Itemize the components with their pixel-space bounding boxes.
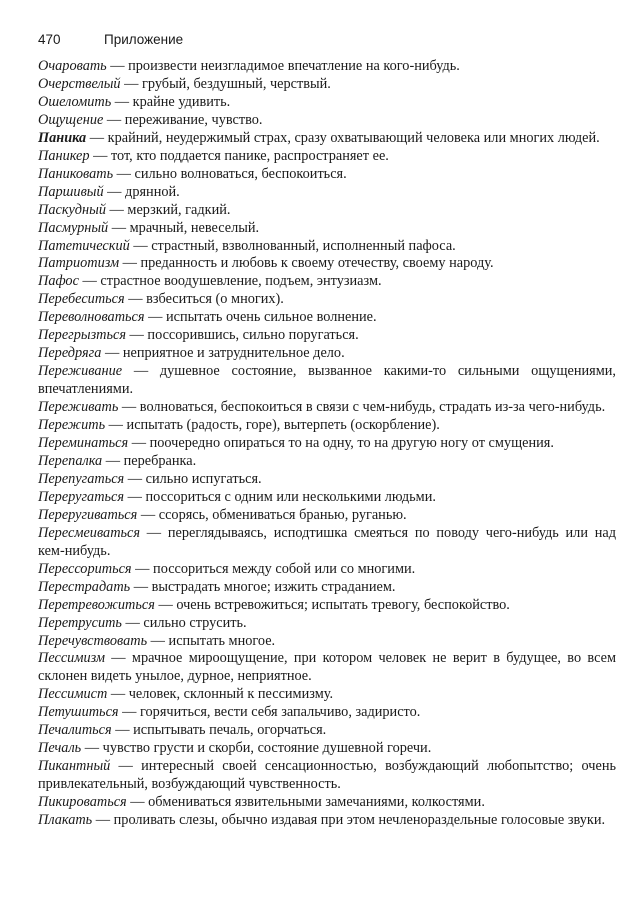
entry-definition: — волноваться, беспокоиться в связи с чем-нибудь, страдать из-за чего-нибудь. — [118, 399, 606, 416]
entry-definition: — сильно струсить. — [121, 614, 247, 631]
entry-term: Пессимист — [38, 686, 108, 703]
entry-term: Патриотизм — [38, 255, 120, 272]
glossary-entry — [38, 525, 616, 561]
entry-term: Паника — [38, 129, 87, 146]
entry-term: Переволноваться — [38, 309, 145, 326]
entry-term: Переживать — [38, 399, 119, 416]
entry-term: Паршивый — [38, 183, 104, 200]
entry-definition: — ссорясь, обмениваться бранью, руганью. — [137, 506, 407, 523]
entry-term: Патетический — [38, 237, 130, 254]
entry-definition: — крайне удивить. — [111, 93, 231, 110]
entry-term: Перестрадать — [38, 578, 131, 595]
entry-term: Передряга — [38, 345, 102, 362]
glossary-entry — [38, 686, 616, 704]
entry-term: Перетревожиться — [38, 596, 155, 613]
entry-term: Пафос — [38, 273, 79, 290]
glossary-entry — [38, 633, 616, 651]
entry-term: Пикантный — [38, 758, 111, 775]
entry-definition: — переживание, чувство. — [103, 111, 263, 128]
entry-term: Ощущение — [38, 111, 104, 128]
glossary-entry — [38, 722, 616, 740]
glossary-entry — [38, 453, 616, 471]
entry-term: Пессимизм — [38, 650, 105, 667]
glossary-entry — [38, 202, 616, 220]
entry-term: Паниковать — [38, 165, 114, 182]
entry-definition: — страстный, взволнованный, исполненный пафоса. — [129, 237, 456, 254]
entry-definition: — проливать слезы, обычно издавая при этом нечленораздельные голосовые звуки. — [92, 812, 606, 829]
glossary-entry — [38, 238, 616, 256]
glossary-entry — [38, 399, 616, 417]
entry-definition: — поссорившись, сильно поругаться. — [125, 327, 359, 344]
page-number: 470 — [38, 32, 61, 47]
entry-term: Очаровать — [38, 58, 107, 74]
glossary-entry — [38, 327, 616, 345]
entry-definition: — поочередно опираться то на одну, то на другую ногу от смущения. — [128, 435, 554, 452]
glossary-entry — [38, 417, 616, 435]
page-header — [38, 30, 598, 50]
entry-definition: — интересный своей сенсационностью, возбуждающий любопытство; очень привлекательный, возбуждающий чувственность. — [38, 758, 616, 793]
entry-definition: — дрянной. — [103, 183, 180, 200]
entry-term: Печалиться — [38, 722, 112, 739]
entry-definition: — сильно испугаться. — [124, 470, 262, 487]
entry-definition: — тот, кто поддается панике, распространяет ее. — [89, 147, 389, 164]
entry-definition: — переглядываясь, исподтишка смеяться по поводу чего-нибудь или над кем-нибудь. — [38, 524, 616, 559]
entry-term: Печаль — [38, 740, 82, 757]
entry-term: Перепалка — [38, 452, 103, 469]
entry-term: Переругиваться — [38, 506, 138, 523]
entry-definition: — обмениваться язвительными замечаниями, колкостями. — [126, 794, 485, 811]
entry-definition: — мрачный, невеселый. — [108, 219, 260, 236]
entry-definition: — крайний, неудержимый страх, сразу охватывающий человека или многих людей. — [86, 129, 600, 146]
entry-definition: — мерзкий, гадкий. — [105, 201, 231, 218]
entry-term: Ошеломить — [38, 93, 112, 110]
entry-definition: — сильно волноваться, беспокоиться. — [113, 165, 347, 182]
entry-definition: — взбеситься (о многих). — [124, 291, 284, 308]
glossary-entry — [38, 273, 616, 291]
entry-definition: — произвести неизгладимое впечатление на кого-нибудь. — [106, 58, 460, 74]
entry-definition: — страстное воодушевление, подъем, энтузиазм. — [78, 273, 382, 290]
entry-term: Перебеситься — [38, 291, 125, 308]
entry-definition: — горячиться, вести себя запальчиво, задиристо. — [118, 704, 421, 721]
glossary-entry — [38, 345, 616, 363]
entry-term: Пережить — [38, 417, 106, 434]
section-title: Приложение — [104, 32, 184, 47]
glossary-entry — [38, 148, 616, 166]
entry-definition: — неприятное и затруднительное дело. — [101, 345, 345, 362]
glossary-entry — [38, 812, 616, 830]
entry-term: Пересмеиваться — [38, 524, 141, 541]
glossary-entry — [38, 435, 616, 453]
entry-definition: — поссориться между собой или со многими. — [131, 560, 416, 577]
glossary-entry — [38, 76, 616, 94]
glossary-entry — [38, 112, 616, 130]
entry-term: Очерствелый — [38, 75, 121, 92]
entry-term: Плакать — [38, 812, 93, 829]
glossary-entry — [38, 489, 616, 507]
glossary-entry — [38, 758, 616, 794]
glossary-entry — [38, 794, 616, 812]
entry-term: Паскудный — [38, 201, 106, 218]
glossary-entry — [38, 704, 616, 722]
glossary-entry — [38, 58, 616, 76]
entry-definition: — грубый, бездушный, черствый. — [120, 75, 331, 92]
entry-definition: — мрачное мироощущение, при котором человек не верит в будущее, во всем склонен видеть унылое, дурное, неприятное. — [38, 650, 616, 685]
glossary-entry — [38, 471, 616, 489]
entry-definition: — перебранка. — [102, 452, 197, 469]
entry-term: Перепугаться — [38, 470, 125, 487]
entry-term: Переминаться — [38, 435, 129, 452]
entry-term: Пасмурный — [38, 219, 109, 236]
glossary-entry — [38, 650, 616, 686]
entry-definition: — очень встревожиться; испытать тревогу, беспокойство. — [154, 596, 510, 613]
entry-definition: — поссориться с одним или несколькими людьми. — [124, 488, 436, 505]
entry-term: Перегрызться — [38, 327, 126, 344]
entry-term: Перессориться — [38, 560, 132, 577]
glossary-entry — [38, 94, 616, 112]
entry-term: Пикироваться — [38, 794, 127, 811]
glossary-entry — [38, 309, 616, 327]
glossary-entry — [38, 291, 616, 309]
entry-term: Перечувствовать — [38, 632, 148, 649]
glossary-entry — [38, 166, 616, 184]
glossary-entry — [38, 363, 616, 399]
entry-term: Переругаться — [38, 488, 125, 505]
entry-definition: — душевное состояние, вызванное какими-то сильными ощущениями, впечатлениями. — [38, 363, 616, 398]
entry-definition: — преданность и любовь к своему отечеству, своему народу. — [119, 255, 494, 272]
entry-term: Перетрусить — [38, 614, 122, 631]
entry-definition: — выстрадать многое; изжить страданием. — [130, 578, 396, 595]
glossary-entry — [38, 561, 616, 579]
glossary-entry — [38, 740, 616, 758]
entry-definition: — чувство грусти и скорби, состояние душевной горечи. — [81, 740, 432, 757]
entry-definition: — испытать очень сильное волнение. — [144, 309, 377, 326]
glossary-entry — [38, 255, 616, 273]
glossary-entry — [38, 184, 616, 202]
entry-definition: — человек, склонный к пессимизму. — [107, 686, 334, 703]
glossary-entry — [38, 220, 616, 238]
glossary-entry — [38, 597, 616, 615]
entry-definition: — испытывать печаль, огорчаться. — [111, 722, 327, 739]
entry-term: Переживание — [38, 363, 123, 380]
entry-term: Петушиться — [38, 704, 119, 721]
entry-term: Паникер — [38, 147, 90, 164]
entry-definition: — испытать многое. — [147, 632, 276, 649]
glossary-entry — [38, 507, 616, 525]
entry-definition: — испытать (радость, горе), вытерпеть (оскорбление). — [105, 417, 440, 434]
glossary-entry — [38, 615, 616, 633]
glossary-entry — [38, 130, 616, 148]
glossary-entries — [38, 58, 616, 830]
glossary-entry — [38, 579, 616, 597]
